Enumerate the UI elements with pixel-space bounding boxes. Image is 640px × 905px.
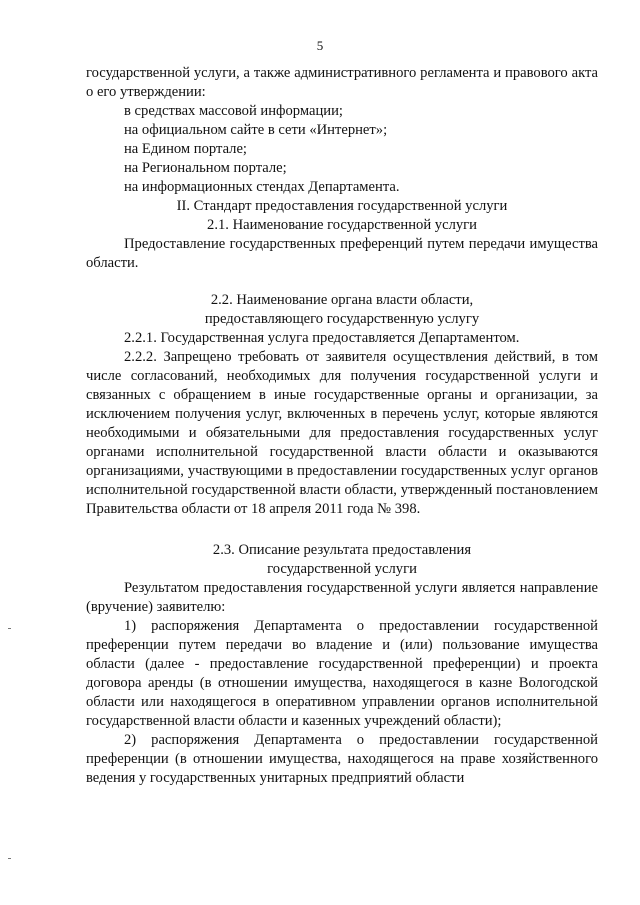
subsection-heading-2-3 bbox=[86, 541, 598, 579]
subsection-heading-2-1: 2.1. Наименование государственной услуги bbox=[207, 217, 477, 233]
heading-line: 2.3. Описание результата предоставления bbox=[212, 542, 472, 558]
list-item: на информационных стендах Департамента. bbox=[124, 179, 400, 195]
section-heading: II. Стандарт предоставления государственной услуги bbox=[176, 198, 508, 214]
list-item: на Региональном портале; bbox=[124, 160, 287, 176]
heading-line: 2.2. Наименование органа власти области, bbox=[210, 292, 474, 308]
result-item-2: 2) распоряжения Департамента о предоставлении государственной преференции (в отношении имущества, находящегося на праве хозяйственного ведения у государственных унитарных предприятий области bbox=[86, 732, 598, 786]
page-number: 5 bbox=[316, 38, 324, 53]
scan-mark bbox=[8, 858, 11, 859]
list-item: в средствах массовой информации; bbox=[124, 103, 343, 119]
subsection-heading-2-2 bbox=[86, 291, 598, 329]
paragraph-2-2-2: 2.2.2. Запрещено требовать от заявителя осуществления действий, в том числе согласований, необходимых для получения государственной услуги и связанных с обращением в иные государственные органы и организации, за исключением получения услуг, включенных в перечень услуг, которые являются необходимыми и обязательными для предоставления государственных услуг органами исполнительной государственной власти области и оказываются организациями, участвующими в предоставлении государственных услуг органов исполнительной государственной власти области, утвержденный постановлением Правительства области от 18 апреля 2011 года № 398. bbox=[86, 349, 598, 517]
heading-line: предоставляющего государственную услугу bbox=[204, 311, 480, 327]
list-item: на Едином портале; bbox=[124, 141, 247, 157]
intro-paragraph: государственной услуги, а также административного регламента и правового акта о его утверждении: bbox=[86, 65, 598, 100]
paragraph-2-3: Результатом предоставления государственной услуги является направление (вручение) заявителю: bbox=[86, 580, 598, 615]
list-item: на официальном сайте в сети «Интернет»; bbox=[124, 122, 388, 138]
heading-line: государственной услуги bbox=[267, 561, 417, 577]
paragraph-2-1: Предоставление государственных преференций путем передачи имущества области. bbox=[86, 236, 598, 271]
paragraph-2-2-1: 2.2.1. Государственная услуга предоставляется Департаментом. bbox=[124, 330, 520, 346]
result-item-1: 1) распоряжения Департамента о предоставлении государственной преференции путем передачи во владение и (или) пользование имущества области (далее - предоставление государственной преференции) и проекта договора аренды (в отношении имущества, находящегося в казне Вологодской области или находящегося в оперативном управлении органов исполнительной государственной власти области и казенных учреждений области); bbox=[86, 618, 598, 729]
document-body bbox=[86, 64, 598, 788]
scan-mark bbox=[8, 628, 11, 629]
